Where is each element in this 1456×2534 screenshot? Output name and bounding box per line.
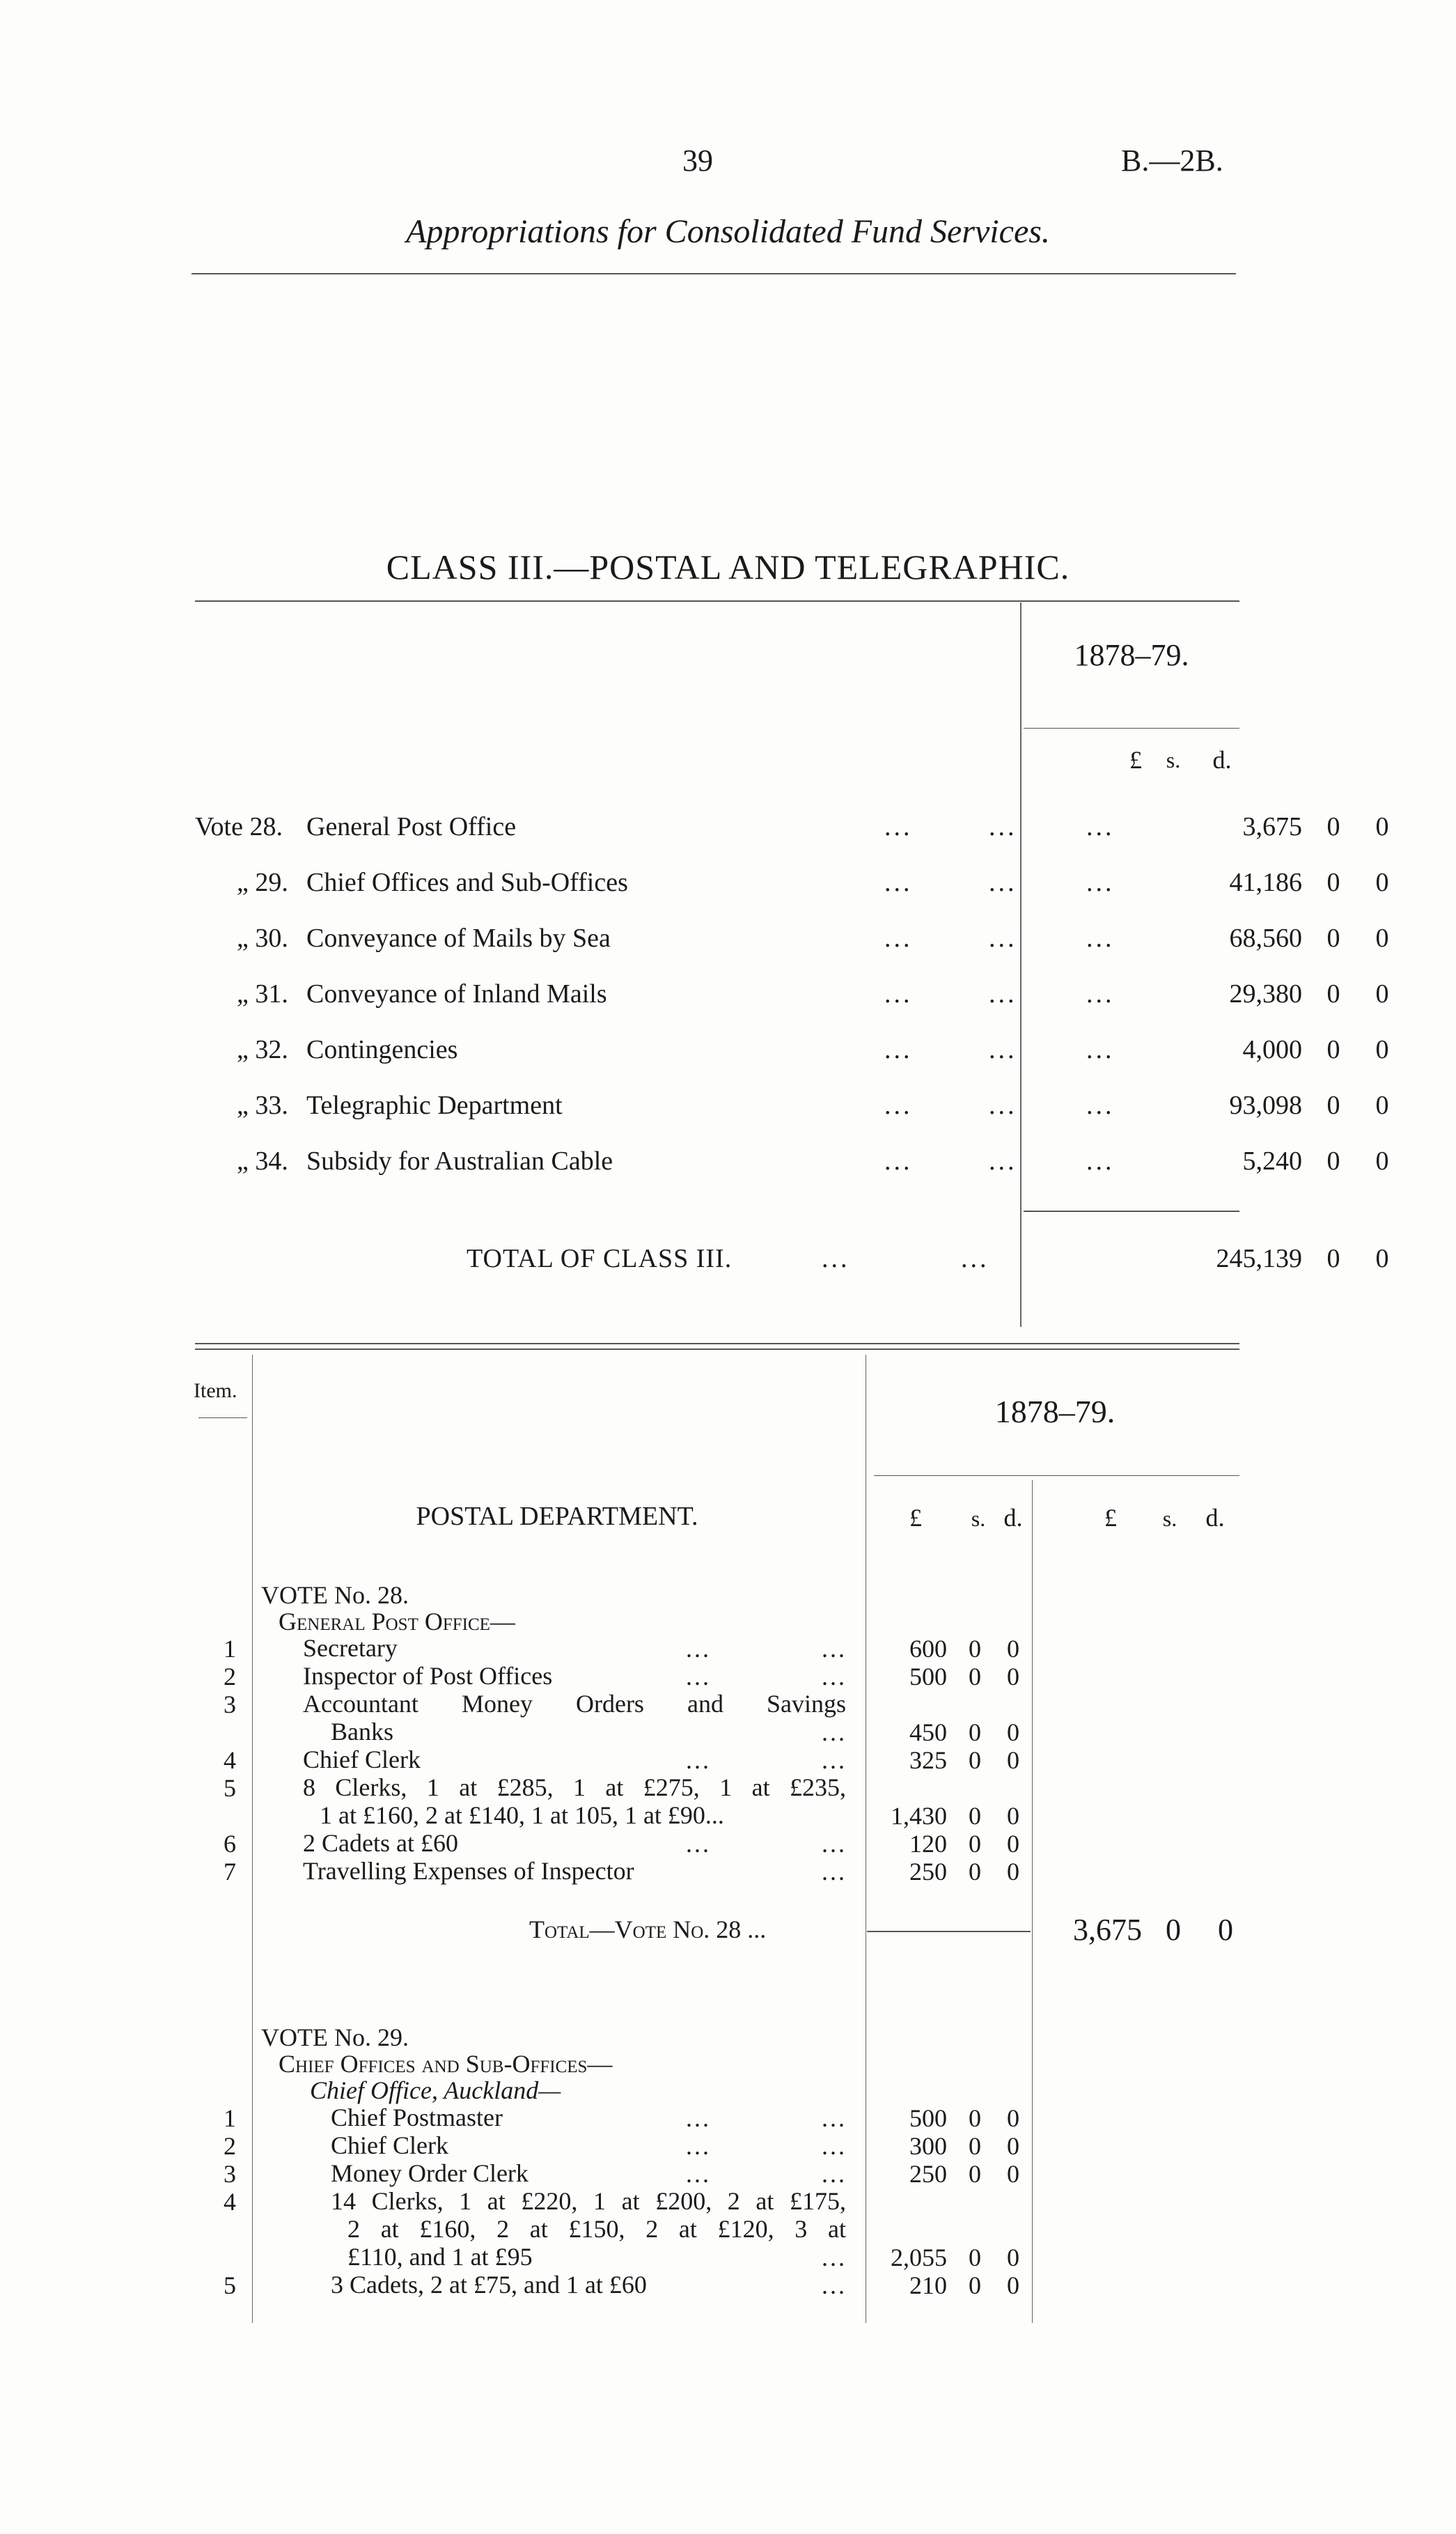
summary-row bbox=[195, 923, 1389, 965]
summary-vote-name: Chief Offices and Sub-Offices bbox=[306, 868, 628, 897]
summary-vote-name: General Post Office bbox=[306, 812, 517, 841]
summary-total-shillings: 0 bbox=[1326, 1244, 1340, 1273]
summary-leader-3: ... bbox=[1086, 1035, 1115, 1064]
item-number: 3 bbox=[224, 1690, 236, 1718]
summary-row bbox=[195, 811, 1389, 853]
item-leader: ... bbox=[686, 1830, 711, 1858]
item-pence: 0 bbox=[1007, 1746, 1019, 1774]
item-description: Banks bbox=[331, 1718, 393, 1746]
item-number: 2 bbox=[224, 1663, 236, 1690]
item-shillings: 0 bbox=[969, 1858, 981, 1886]
summary-leader: ... bbox=[884, 1035, 913, 1064]
item-column-header: Item. bbox=[194, 1379, 237, 1402]
item-pence: 0 bbox=[1007, 1830, 1019, 1858]
detail-subtotal-pounds-header: £ bbox=[1104, 1504, 1117, 1532]
item-description: 1 at £160, 2 at £140, 1 at 105, 1 at £90... bbox=[320, 1801, 724, 1829]
summary-leader-3: ... bbox=[1086, 979, 1115, 1009]
item-description: 2 at £160, 2 at £150, 2 at £120, 3 at bbox=[347, 2215, 846, 2243]
item-description: Secretary bbox=[303, 1634, 398, 1662]
item-number: 5 bbox=[224, 1774, 236, 1802]
item-pounds: 250 bbox=[909, 1858, 947, 1886]
summary-leader-3: ... bbox=[1086, 1091, 1115, 1120]
summary-pence: 0 bbox=[1375, 979, 1389, 1009]
item-leader: ... bbox=[822, 1858, 847, 1886]
item-pence: 0 bbox=[1007, 2271, 1019, 2299]
summary-leader-2: ... bbox=[989, 979, 1017, 1009]
summary-pounds: 93,098 bbox=[1229, 1091, 1302, 1120]
item-pounds: 210 bbox=[909, 2271, 947, 2299]
item-number: 4 bbox=[224, 2188, 236, 2216]
summary-shillings: 0 bbox=[1326, 812, 1340, 841]
summary-vote-name: Telegraphic Department bbox=[306, 1091, 563, 1120]
item-pence: 0 bbox=[1007, 1802, 1019, 1830]
vote-28-total-label: Total—Vote No. 28 ... bbox=[529, 1915, 767, 1943]
summary-total-row bbox=[195, 1243, 1389, 1285]
summary-leader: ... bbox=[884, 1091, 913, 1120]
summary-vote-label: „ 33. bbox=[237, 1091, 288, 1120]
item-shillings: 0 bbox=[969, 1718, 981, 1746]
item-shillings: 0 bbox=[969, 2271, 981, 2299]
item-description: 2 Cadets at £60 bbox=[303, 1829, 458, 1857]
item-leader: ... bbox=[822, 1635, 847, 1663]
detail-shillings-header: s. bbox=[971, 1506, 986, 1531]
item-leader: ... bbox=[686, 1635, 711, 1663]
item-shillings: 0 bbox=[969, 1746, 981, 1774]
item-shillings: 0 bbox=[969, 2160, 981, 2188]
subtotal-column-divider bbox=[1032, 1480, 1033, 2323]
running-title: Appropriations for Consolidated Fund Services. bbox=[406, 213, 1050, 250]
item-number: 6 bbox=[224, 1830, 236, 1858]
vote-29-subtitle: Chief Offices and Sub-Offices— bbox=[279, 2050, 613, 2078]
summary-vote-label: „ 29. bbox=[237, 868, 288, 897]
item-pounds: 450 bbox=[909, 1718, 947, 1746]
item-pounds: 325 bbox=[909, 1746, 947, 1774]
item-pence: 0 bbox=[1007, 2132, 1019, 2160]
summary-leader-3: ... bbox=[1086, 812, 1115, 841]
item-pounds: 120 bbox=[909, 1830, 947, 1858]
summary-total-pounds: 245,139 bbox=[1216, 1244, 1302, 1273]
item-description: 8 Clerks, 1 at £285, 1 at £275, 1 at £235, bbox=[303, 1773, 846, 1801]
summary-shillings: 0 bbox=[1326, 979, 1340, 1009]
summary-vote-name: Conveyance of Inland Mails bbox=[306, 979, 607, 1009]
summary-top-rule bbox=[195, 600, 1239, 602]
item-pence: 0 bbox=[1007, 1718, 1019, 1746]
summary-leader-3: ... bbox=[1086, 868, 1115, 897]
item-leader: ... bbox=[686, 1746, 711, 1774]
page-number: 39 bbox=[682, 143, 713, 178]
item-pence: 0 bbox=[1007, 2244, 1019, 2271]
item-description: Chief Clerk bbox=[303, 1746, 421, 1773]
summary-bottom-rule-1 bbox=[195, 1343, 1239, 1344]
item-leader: ... bbox=[822, 2160, 847, 2188]
item-description: Money Order Clerk bbox=[331, 2159, 529, 2187]
item-shillings: 0 bbox=[969, 1830, 981, 1858]
summary-pence: 0 bbox=[1375, 868, 1389, 897]
item-leader: ... bbox=[822, 2104, 847, 2132]
summary-year-rule bbox=[1024, 728, 1239, 729]
item-pounds: 2,055 bbox=[891, 2244, 947, 2271]
detail-year-rule bbox=[874, 1475, 1239, 1476]
summary-leader: ... bbox=[884, 924, 913, 953]
item-pounds: 500 bbox=[909, 1663, 947, 1690]
summary-pounds: 29,380 bbox=[1229, 979, 1302, 1009]
department-title: POSTAL DEPARTMENT. bbox=[416, 1502, 698, 1531]
summary-shillings-header: s. bbox=[1166, 747, 1181, 772]
item-pounds: 500 bbox=[909, 2104, 947, 2132]
summary-leader-3: ... bbox=[1086, 924, 1115, 953]
item-pounds: 300 bbox=[909, 2132, 947, 2160]
item-pence: 0 bbox=[1007, 2104, 1019, 2132]
item-leader: ... bbox=[822, 1746, 847, 1774]
summary-pounds: 68,560 bbox=[1229, 924, 1302, 953]
item-shillings: 0 bbox=[969, 2244, 981, 2271]
summary-leader: ... bbox=[884, 868, 913, 897]
summary-column-divider bbox=[1020, 603, 1021, 1327]
header-rule bbox=[191, 273, 1236, 274]
summary-pence: 0 bbox=[1375, 812, 1389, 841]
item-leader: ... bbox=[822, 2132, 847, 2160]
summary-pence: 0 bbox=[1375, 1035, 1389, 1064]
item-description: Chief Postmaster bbox=[331, 2104, 503, 2131]
summary-row bbox=[195, 979, 1389, 1020]
item-description: Inspector of Post Offices bbox=[303, 1662, 553, 1690]
item-leader: ... bbox=[822, 1663, 847, 1690]
summary-total-pence: 0 bbox=[1375, 1244, 1389, 1273]
item-header-rule bbox=[198, 1417, 247, 1418]
summary-vote-label: „ 30. bbox=[237, 924, 288, 953]
item-number: 3 bbox=[224, 2160, 236, 2188]
summary-vote-name: Contingencies bbox=[306, 1035, 458, 1064]
detail-subtotal-shillings-header: s. bbox=[1162, 1506, 1177, 1531]
item-leader: ... bbox=[822, 2244, 847, 2271]
summary-leader-2: ... bbox=[989, 1146, 1017, 1176]
vote-28-subtitle: General Post Office— bbox=[279, 1608, 515, 1635]
item-pounds: 250 bbox=[909, 2160, 947, 2188]
item-description: Chief Clerk bbox=[331, 2131, 448, 2159]
item-column-divider bbox=[252, 1355, 253, 2323]
item-pounds: 600 bbox=[909, 1635, 947, 1663]
summary-leader: ... bbox=[884, 1146, 913, 1176]
detail-year: 1878–79. bbox=[994, 1394, 1116, 1429]
summary-leader-2: ... bbox=[989, 1035, 1017, 1064]
vote-29-office: Chief Office, Auckland— bbox=[310, 2076, 561, 2104]
item-description: £110, and 1 at £95 bbox=[347, 2243, 533, 2271]
item-description: Accountant Money Orders and Savings bbox=[303, 1690, 846, 1718]
detail-subtotal-pence-header: d. bbox=[1205, 1504, 1225, 1532]
item-number: 1 bbox=[224, 2104, 236, 2132]
item-number: 5 bbox=[224, 2271, 236, 2299]
item-pence: 0 bbox=[1007, 1663, 1019, 1690]
summary-shillings: 0 bbox=[1326, 1091, 1340, 1120]
summary-leader: ... bbox=[884, 979, 913, 1009]
vote-28-total-pence: 0 bbox=[1218, 1913, 1233, 1947]
summary-leader-2: ... bbox=[989, 1091, 1017, 1120]
item-pence: 0 bbox=[1007, 1635, 1019, 1663]
summary-vote-label: „ 32. bbox=[237, 1035, 288, 1064]
vote-28-total-rule bbox=[867, 1931, 1031, 1932]
item-description: 14 Clerks, 1 at £220, 1 at £200, 2 at £175, bbox=[331, 2187, 846, 2215]
summary-leader-2: ... bbox=[989, 812, 1017, 841]
summary-pounds: 4,000 bbox=[1242, 1035, 1302, 1064]
summary-vote-label: „ 34. bbox=[237, 1146, 288, 1176]
item-leader: ... bbox=[686, 2160, 711, 2188]
item-shillings: 0 bbox=[969, 2132, 981, 2160]
item-shillings: 0 bbox=[969, 2104, 981, 2132]
item-number: 7 bbox=[224, 1858, 236, 1886]
summary-leader: ... bbox=[884, 812, 913, 841]
summary-pence: 0 bbox=[1375, 1146, 1389, 1176]
summary-leader-3: ... bbox=[1086, 1146, 1115, 1176]
vote-29-title: VOTE No. 29. bbox=[261, 2023, 409, 2051]
summary-pence: 0 bbox=[1375, 924, 1389, 953]
item-leader: ... bbox=[686, 2132, 711, 2160]
summary-shillings: 0 bbox=[1326, 924, 1340, 953]
item-number: 1 bbox=[224, 1635, 236, 1663]
class-title: CLASS III.—POSTAL AND TELEGRAPHIC. bbox=[386, 547, 1070, 586]
summary-pounds-header: £ bbox=[1129, 746, 1142, 774]
item-shillings: 0 bbox=[969, 1802, 981, 1830]
detail-pence-header: d. bbox=[1003, 1504, 1023, 1532]
summary-shillings: 0 bbox=[1326, 868, 1340, 897]
item-leader: ... bbox=[686, 2104, 711, 2132]
summary-vote-label: „ 31. bbox=[237, 979, 288, 1009]
summary-pounds: 41,186 bbox=[1229, 868, 1302, 897]
summary-pence-header: d. bbox=[1212, 746, 1232, 774]
summary-total-leader: ... bbox=[822, 1244, 850, 1273]
item-number: 4 bbox=[224, 1746, 236, 1774]
summary-leader-2: ... bbox=[989, 924, 1017, 953]
summary-leader-2: ... bbox=[989, 868, 1017, 897]
summary-vote-label: Vote 28. bbox=[195, 812, 283, 841]
summary-total-leader-2: ... bbox=[961, 1244, 989, 1273]
item-pounds: 1,430 bbox=[891, 1802, 947, 1830]
item-leader: ... bbox=[822, 1830, 847, 1858]
item-leader: ... bbox=[822, 2271, 847, 2299]
item-number: 2 bbox=[224, 2132, 236, 2160]
summary-year: 1878–79. bbox=[1074, 638, 1189, 672]
item-leader: ... bbox=[686, 1663, 711, 1690]
document-reference: B.—2B. bbox=[1121, 143, 1223, 178]
summary-total-label: TOTAL OF CLASS III. bbox=[467, 1244, 733, 1273]
summary-shillings: 0 bbox=[1326, 1035, 1340, 1064]
summary-bottom-rule-2 bbox=[195, 1348, 1239, 1350]
vote-28-title: VOTE No. 28. bbox=[261, 1581, 409, 1609]
summary-pounds: 5,240 bbox=[1242, 1146, 1302, 1176]
summary-row bbox=[195, 867, 1389, 909]
detail-pounds-header: £ bbox=[909, 1504, 922, 1532]
item-pence: 0 bbox=[1007, 2160, 1019, 2188]
summary-row bbox=[195, 1034, 1389, 1076]
summary-total-rule bbox=[1024, 1211, 1239, 1212]
item-shillings: 0 bbox=[969, 1663, 981, 1690]
summary-row bbox=[195, 1090, 1389, 1132]
item-pence: 0 bbox=[1007, 1858, 1019, 1886]
summary-pence: 0 bbox=[1375, 1091, 1389, 1120]
summary-shillings: 0 bbox=[1326, 1146, 1340, 1176]
summary-vote-name: Conveyance of Mails by Sea bbox=[306, 924, 611, 953]
item-description: 3 Cadets, 2 at £75, and 1 at £60 bbox=[331, 2271, 647, 2299]
item-shillings: 0 bbox=[969, 1635, 981, 1663]
item-leader: ... bbox=[822, 1718, 847, 1746]
vote-28-total-shillings: 0 bbox=[1166, 1913, 1181, 1947]
item-description: Travelling Expenses of Inspector bbox=[303, 1857, 634, 1885]
summary-vote-name: Subsidy for Australian Cable bbox=[306, 1146, 613, 1176]
summary-row bbox=[195, 1146, 1389, 1188]
summary-pounds: 3,675 bbox=[1242, 812, 1302, 841]
vote-28-total-pounds: 3,675 bbox=[1073, 1913, 1142, 1947]
